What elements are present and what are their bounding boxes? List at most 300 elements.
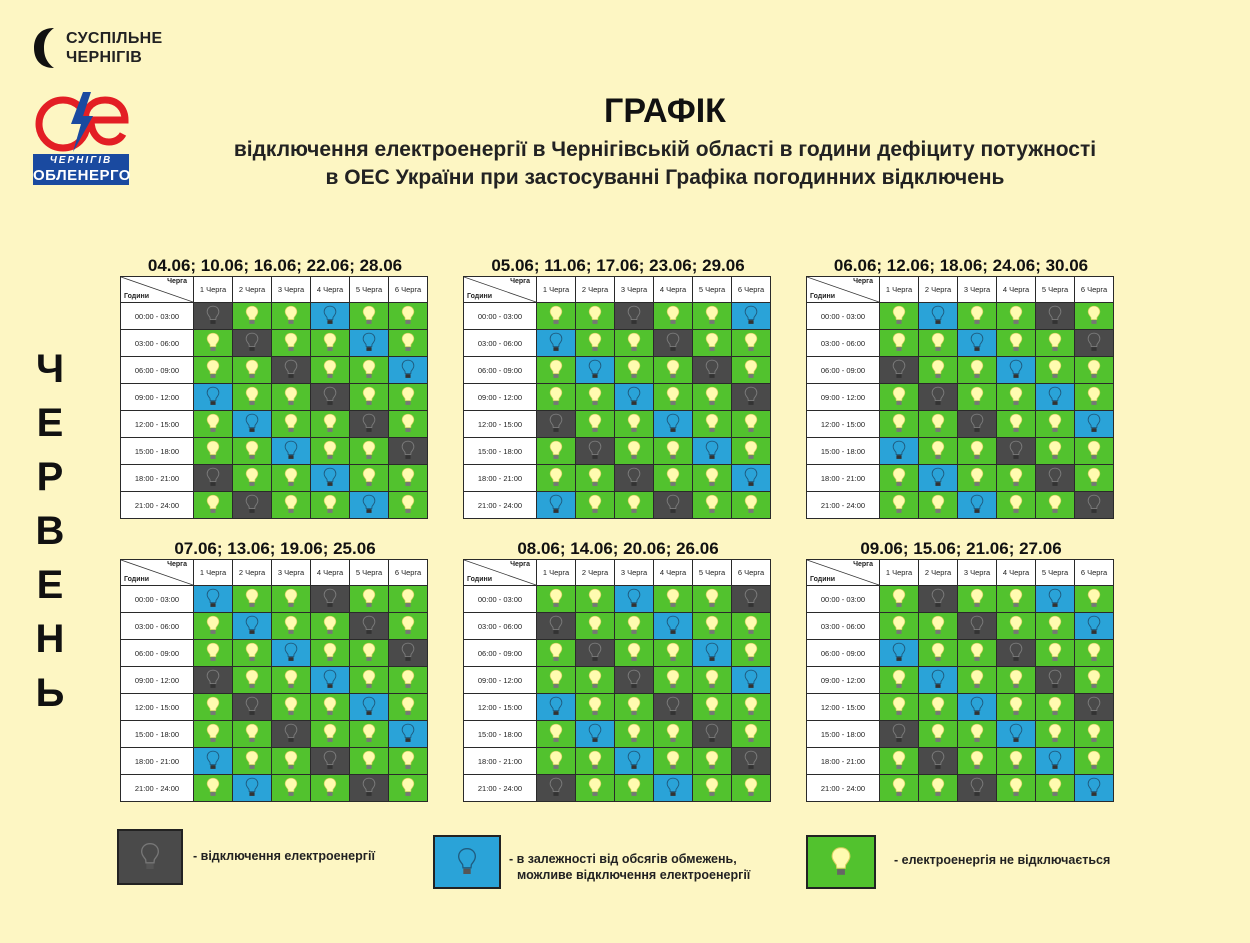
status-cell-on (732, 721, 771, 748)
bulb-off-icon (401, 642, 415, 663)
status-cell-off (350, 613, 389, 640)
bulb-on-icon (1048, 332, 1062, 353)
schedule-table (463, 276, 771, 519)
status-cell-on (1036, 492, 1075, 519)
bulb-on-icon (744, 413, 758, 434)
bulb-on-icon (892, 332, 906, 353)
bulb-on-icon (1048, 494, 1062, 515)
status-cell-on (576, 465, 615, 492)
queue-header: 4 Черга (997, 277, 1036, 303)
status-cell-on (693, 330, 732, 357)
status-cell-on (654, 357, 693, 384)
bulb-on-icon (970, 750, 984, 771)
bulb-on-icon (588, 332, 602, 353)
status-cell-maybe (958, 492, 997, 519)
bulb-on-icon (931, 440, 945, 461)
month-letter: Е (36, 401, 64, 445)
status-cell-maybe (537, 330, 576, 357)
status-cell-on (272, 748, 311, 775)
bulb-off-icon (931, 588, 945, 609)
bulb-off-icon (323, 750, 337, 771)
bulb-on-icon (892, 305, 906, 326)
bulb-on-icon (892, 494, 906, 515)
status-cell-on (350, 721, 389, 748)
bulb-off-icon (362, 413, 376, 434)
status-cell-on (350, 640, 389, 667)
bulb-maybe-icon (1009, 723, 1023, 744)
bulb-maybe-icon (362, 696, 376, 717)
time-slot: 03:00 - 06:00 (464, 613, 537, 640)
status-cell-on (880, 775, 919, 802)
status-cell-off (732, 586, 771, 613)
status-cell-on (311, 330, 350, 357)
queue-header: 6 Черга (389, 277, 428, 303)
status-cell-off (997, 640, 1036, 667)
bulb-on-icon (323, 494, 337, 515)
bulb-maybe-icon (206, 386, 220, 407)
status-cell-on (537, 667, 576, 694)
bulb-on-icon (970, 723, 984, 744)
bulb-maybe-icon (666, 777, 680, 798)
bulb-on-icon (931, 332, 945, 353)
bulb-off-icon (970, 413, 984, 434)
corner-label-queue: Черга (167, 278, 187, 285)
bulb-on-icon (627, 696, 641, 717)
time-slot: 18:00 - 21:00 (121, 465, 194, 492)
status-cell-on (615, 492, 654, 519)
bulb-off-icon (1087, 332, 1101, 353)
bulb-off-icon (1087, 494, 1101, 515)
month-letter: Н (35, 617, 65, 661)
status-cell-on (958, 586, 997, 613)
bulb-on-icon (362, 588, 376, 609)
bulb-maybe-icon (1048, 588, 1062, 609)
status-cell-off (194, 303, 233, 330)
bulb-on-icon (1048, 723, 1062, 744)
bulb-on-icon (549, 440, 563, 461)
bulb-maybe-icon (323, 305, 337, 326)
status-cell-on (958, 384, 997, 411)
status-cell-off (1075, 492, 1114, 519)
bulb-off-icon (323, 386, 337, 407)
bulb-on-icon (892, 669, 906, 690)
bulb-on-icon (549, 642, 563, 663)
status-cell-on (654, 384, 693, 411)
status-cell-on (880, 694, 919, 721)
bulb-on-icon (892, 750, 906, 771)
status-cell-on (311, 694, 350, 721)
bulb-on-icon (549, 386, 563, 407)
table-row (464, 721, 771, 748)
bulb-on-icon (744, 723, 758, 744)
status-cell-on (233, 303, 272, 330)
table-row (464, 667, 771, 694)
time-slot: 18:00 - 21:00 (464, 748, 537, 775)
table-row (121, 492, 428, 519)
queue-header: 3 Черга (272, 560, 311, 586)
status-cell-off (1036, 667, 1075, 694)
bulb-on-icon (245, 669, 259, 690)
bulb-off-icon (323, 588, 337, 609)
bulb-on-icon (666, 359, 680, 380)
bulb-on-icon (627, 494, 641, 515)
time-slot: 18:00 - 21:00 (807, 748, 880, 775)
table-row (464, 492, 771, 519)
queue-header: 4 Черга (654, 277, 693, 303)
time-slot: 15:00 - 18:00 (464, 438, 537, 465)
table-row (807, 411, 1114, 438)
status-cell-on (389, 492, 428, 519)
status-cell-off (311, 384, 350, 411)
table-row (121, 640, 428, 667)
bulb-maybe-icon (970, 494, 984, 515)
status-cell-on (732, 613, 771, 640)
bulb-on-icon (1009, 669, 1023, 690)
bulb-off-icon (401, 440, 415, 461)
bulb-on-icon (705, 467, 719, 488)
bulb-maybe-icon (892, 440, 906, 461)
status-cell-maybe (311, 667, 350, 694)
time-slot: 03:00 - 06:00 (807, 330, 880, 357)
status-cell-on (693, 411, 732, 438)
bulb-on-icon (970, 359, 984, 380)
status-cell-on (576, 748, 615, 775)
status-cell-maybe (272, 640, 311, 667)
status-cell-on (1075, 438, 1114, 465)
bulb-on-icon (284, 305, 298, 326)
bulb-maybe-icon (627, 588, 641, 609)
status-cell-on (1036, 775, 1075, 802)
bulb-maybe-icon (744, 669, 758, 690)
table-row (121, 465, 428, 492)
status-cell-on (233, 586, 272, 613)
status-cell-maybe (654, 775, 693, 802)
bulb-off-icon (206, 467, 220, 488)
status-cell-on (272, 384, 311, 411)
bulb-on-icon (1087, 386, 1101, 407)
bulb-maybe-icon (323, 669, 337, 690)
time-slot: 09:00 - 12:00 (121, 384, 194, 411)
status-cell-on (233, 640, 272, 667)
bulb-on-icon (206, 723, 220, 744)
status-cell-off (389, 438, 428, 465)
bulb-on-icon (1009, 386, 1023, 407)
status-cell-on (997, 492, 1036, 519)
header-row (807, 560, 1114, 586)
queue-header: 1 Черга (880, 560, 919, 586)
bulb-on-icon (666, 467, 680, 488)
status-cell-on (693, 492, 732, 519)
bulb-maybe-icon (744, 305, 758, 326)
block-dates: 09.06; 15.06; 21.06; 27.06 (860, 539, 1062, 558)
table-row (807, 586, 1114, 613)
bulb-on-icon (1087, 440, 1101, 461)
status-cell-on (997, 748, 1036, 775)
status-cell-on (997, 775, 1036, 802)
bulb-on-icon (970, 642, 984, 663)
status-cell-maybe (389, 721, 428, 748)
bulb-on-icon (705, 750, 719, 771)
bulb-on-icon (284, 494, 298, 515)
bulb-on-icon (206, 440, 220, 461)
bulb-maybe-icon (1087, 777, 1101, 798)
status-cell-off (311, 748, 350, 775)
status-cell-off (880, 357, 919, 384)
status-cell-on (311, 492, 350, 519)
bulb-maybe-icon (401, 723, 415, 744)
oblenergo-logo (33, 90, 129, 188)
status-cell-off (537, 613, 576, 640)
status-cell-on (389, 748, 428, 775)
bulb-on-icon (284, 467, 298, 488)
status-cell-maybe (880, 640, 919, 667)
bulb-on-icon (970, 588, 984, 609)
bulb-on-icon (284, 413, 298, 434)
bulb-on-icon (284, 696, 298, 717)
status-cell-on (997, 694, 1036, 721)
status-cell-on (693, 613, 732, 640)
bulb-on-icon (666, 642, 680, 663)
status-cell-on (233, 384, 272, 411)
queue-header: 4 Черга (997, 560, 1036, 586)
queue-header: 2 Черга (576, 277, 615, 303)
bulb-on-icon (284, 615, 298, 636)
status-cell-on (272, 667, 311, 694)
status-cell-on (576, 667, 615, 694)
table-row (807, 465, 1114, 492)
status-cell-maybe (732, 667, 771, 694)
status-cell-on (311, 640, 350, 667)
status-cell-on (919, 411, 958, 438)
time-slot: 15:00 - 18:00 (121, 721, 194, 748)
bulb-on-icon (1009, 494, 1023, 515)
status-cell-maybe (1075, 613, 1114, 640)
subtitle-line-2: в ОЕС України при застосуванні Графіка погодинних відключень (325, 166, 1005, 189)
time-slot: 21:00 - 24:00 (807, 492, 880, 519)
status-cell-maybe (693, 438, 732, 465)
status-cell-on (1075, 667, 1114, 694)
brand-text (66, 29, 162, 67)
time-slot: 12:00 - 15:00 (464, 694, 537, 721)
table-row (464, 694, 771, 721)
bulb-off-icon (206, 669, 220, 690)
bulb-maybe-icon (1048, 386, 1062, 407)
legend-maybe-swatch (433, 835, 501, 889)
bulb-on-icon (970, 386, 984, 407)
status-cell-on (194, 357, 233, 384)
status-cell-on (997, 667, 1036, 694)
bulb-on-icon (588, 777, 602, 798)
status-cell-on (1036, 330, 1075, 357)
status-cell-on (576, 775, 615, 802)
queue-header: 6 Черга (389, 560, 428, 586)
status-cell-on (693, 775, 732, 802)
time-slot: 09:00 - 12:00 (464, 667, 537, 694)
status-cell-on (880, 748, 919, 775)
status-cell-on (389, 775, 428, 802)
bulb-on-icon (970, 440, 984, 461)
bulb-on-icon (401, 615, 415, 636)
bulb-on-icon (931, 696, 945, 717)
bulb-on-icon (401, 669, 415, 690)
bulb-on-icon (362, 750, 376, 771)
status-cell-on (350, 303, 389, 330)
queue-header: 1 Черга (194, 277, 233, 303)
status-cell-on (1075, 465, 1114, 492)
status-cell-on (880, 330, 919, 357)
status-cell-on (233, 465, 272, 492)
status-cell-on (233, 438, 272, 465)
bulb-on-icon (1048, 359, 1062, 380)
queue-header: 2 Черга (233, 560, 272, 586)
time-slot: 21:00 - 24:00 (121, 492, 194, 519)
status-cell-on (272, 694, 311, 721)
status-cell-off (537, 411, 576, 438)
status-cell-off (919, 384, 958, 411)
time-slot: 15:00 - 18:00 (464, 721, 537, 748)
bulb-on-icon (549, 750, 563, 771)
status-cell-on (389, 330, 428, 357)
status-cell-off (997, 438, 1036, 465)
header-row (121, 277, 428, 303)
table-row (464, 613, 771, 640)
status-cell-off (194, 667, 233, 694)
table-row (121, 357, 428, 384)
bulb-off-icon (588, 440, 602, 461)
status-cell-on (389, 586, 428, 613)
bulb-on-icon (627, 359, 641, 380)
bulb-on-icon (549, 669, 563, 690)
schedule-table (120, 559, 428, 802)
bulb-on-icon (323, 359, 337, 380)
schedule-table (463, 559, 771, 802)
status-cell-on (732, 330, 771, 357)
bulb-off-icon (666, 332, 680, 353)
status-cell-on (615, 694, 654, 721)
bulb-on-icon (705, 696, 719, 717)
status-cell-on (311, 775, 350, 802)
status-cell-on (233, 667, 272, 694)
status-cell-off (233, 330, 272, 357)
status-cell-off (311, 586, 350, 613)
bulb-off-icon (627, 305, 641, 326)
queue-header: 3 Черга (958, 277, 997, 303)
status-cell-maybe (1075, 411, 1114, 438)
legend-off-swatch (117, 829, 183, 885)
time-slot: 03:00 - 06:00 (121, 330, 194, 357)
time-slot: 15:00 - 18:00 (807, 438, 880, 465)
bulb-off-icon (1048, 669, 1062, 690)
bulb-on-icon (931, 615, 945, 636)
status-cell-off (233, 694, 272, 721)
status-cell-on (997, 303, 1036, 330)
bulb-on-icon (1009, 332, 1023, 353)
bulb-on-icon (362, 467, 376, 488)
time-slot: 21:00 - 24:00 (464, 775, 537, 802)
bulb-on-icon (705, 777, 719, 798)
time-slot: 00:00 - 03:00 (464, 303, 537, 330)
status-cell-maybe (919, 303, 958, 330)
status-cell-off (615, 303, 654, 330)
bulb-on-icon (931, 642, 945, 663)
status-cell-on (350, 465, 389, 492)
bulb-on-icon (549, 588, 563, 609)
table-row (464, 438, 771, 465)
queue-header: 6 Черга (732, 560, 771, 586)
bulb-on-icon (744, 494, 758, 515)
status-cell-maybe (1036, 384, 1075, 411)
bulb-maybe-icon (245, 413, 259, 434)
bulb-maybe-icon (1009, 359, 1023, 380)
status-cell-on (576, 586, 615, 613)
status-cell-on (654, 748, 693, 775)
oblenergo-name: ОБЛЕНЕРГО (33, 167, 131, 184)
status-cell-on (1075, 721, 1114, 748)
bulb-on-icon (705, 669, 719, 690)
status-cell-on (576, 492, 615, 519)
status-cell-maybe (615, 586, 654, 613)
table-row (121, 303, 428, 330)
bulb-on-icon (666, 305, 680, 326)
status-cell-on (615, 613, 654, 640)
status-cell-off (194, 465, 233, 492)
bulb-on-icon (892, 467, 906, 488)
status-cell-maybe (732, 303, 771, 330)
bulb-on-icon (1048, 777, 1062, 798)
bulb-on-icon (1087, 467, 1101, 488)
schedule-table (806, 559, 1114, 802)
status-cell-on (732, 694, 771, 721)
status-cell-maybe (194, 384, 233, 411)
bulb-maybe-icon (549, 494, 563, 515)
bulb-on-icon (206, 696, 220, 717)
bulb-off-icon (666, 494, 680, 515)
bulb-maybe-icon (970, 332, 984, 353)
bulb-off-icon (892, 723, 906, 744)
status-cell-maybe (272, 438, 311, 465)
bulb-maybe-icon (1087, 615, 1101, 636)
bulb-on-icon (362, 359, 376, 380)
time-slot: 09:00 - 12:00 (121, 667, 194, 694)
status-cell-on (615, 438, 654, 465)
legend-maybe-text-2: можливе відключення електроенергії (517, 868, 751, 882)
status-cell-on (732, 438, 771, 465)
status-cell-on (194, 613, 233, 640)
time-slot: 03:00 - 06:00 (807, 613, 880, 640)
status-cell-on (1036, 438, 1075, 465)
status-cell-maybe (311, 303, 350, 330)
bulb-off-icon (705, 723, 719, 744)
status-cell-on (537, 640, 576, 667)
bulb-on-icon (1048, 413, 1062, 434)
time-slot: 12:00 - 15:00 (121, 411, 194, 438)
status-cell-off (654, 492, 693, 519)
bulb-maybe-icon (245, 615, 259, 636)
status-cell-off (233, 492, 272, 519)
legend-on-swatch (806, 835, 876, 889)
time-slot: 12:00 - 15:00 (121, 694, 194, 721)
status-cell-maybe (311, 465, 350, 492)
bulb-on-icon (206, 642, 220, 663)
status-cell-on (919, 330, 958, 357)
bulb-maybe-icon (588, 723, 602, 744)
table-row (121, 775, 428, 802)
status-cell-off (880, 721, 919, 748)
status-cell-on (233, 748, 272, 775)
page-subtitle (150, 136, 1180, 192)
bulb-on-icon (588, 615, 602, 636)
queue-header: 2 Черга (576, 560, 615, 586)
